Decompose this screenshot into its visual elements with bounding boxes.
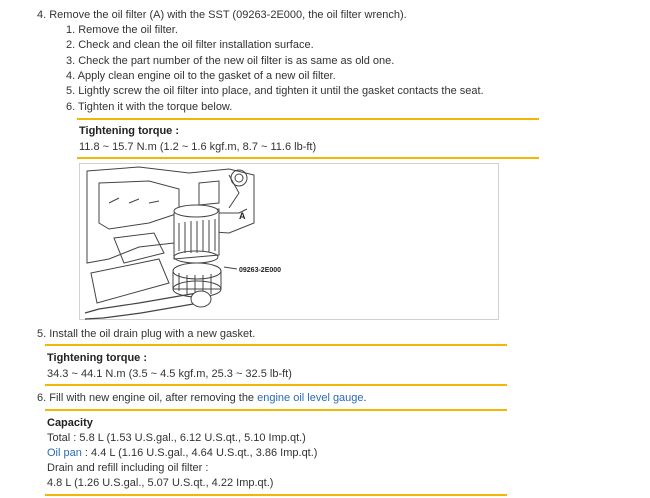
torque-value-step4: 11.8 ~ 15.7 N.m (1.2 ~ 1.6 kgf.m, 8.7 ~ 11.6 lb-ft) xyxy=(79,141,317,153)
capacity-box-bottom-rule xyxy=(45,494,507,496)
capacity-box-top-rule xyxy=(45,409,507,411)
torque-value-step5: 34.3 ~ 44.1 N.m (3.5 ~ 4.5 kgf.m, 25.3 ~ 32.5 lb-ft) xyxy=(47,368,292,380)
substep-3: 3. Check the part number of the new oil filter is as same as old one. xyxy=(66,55,395,67)
torque-box-top-rule xyxy=(77,118,539,120)
substep-4: 4. Apply clean engine oil to the gasket of a new oil filter. xyxy=(66,70,336,82)
capacity-oil-pan xyxy=(47,446,317,460)
step-6-heading-prefix: 6. Fill with new engine oil, after removing the xyxy=(37,392,258,404)
drain-refill-value: 4.8 L (1.26 U.S.gal., 5.07 U.S.qt., 4.22 Imp.qt.) xyxy=(47,477,274,489)
torque-box5-bottom-rule xyxy=(45,384,507,386)
drain-refill-label: Drain and refill including oil filter : xyxy=(47,462,209,474)
label-part-a: A xyxy=(239,211,246,221)
oil-pan-link[interactable]: Oil pan xyxy=(47,447,82,459)
step-5-heading: 5. Install the oil drain plug with a new gasket. xyxy=(37,328,256,340)
oil-pan-value: : 4.4 L (1.16 U.S.gal., 4.64 U.S.qt., 3.86 Imp.qt.) xyxy=(81,447,318,459)
torque-label-step5: Tightening torque : xyxy=(47,352,148,364)
label-sst: 09263-2E000 xyxy=(239,267,282,274)
substep-2: 2. Check and clean the oil filter installation surface. xyxy=(66,39,314,51)
oil-filter-illustration xyxy=(79,163,499,320)
step-6-heading-suffix: . xyxy=(363,392,367,404)
engine-oil-level-gauge-link[interactable]: engine oil level gauge xyxy=(257,392,364,404)
torque-box5-top-rule xyxy=(45,344,507,346)
step-6-heading xyxy=(37,391,367,405)
step-4-heading: 4. Remove the oil filter (A) with the SST (09263-2E000, the oil filter wrench). xyxy=(37,9,407,21)
substep-5: 5. Lightly screw the oil filter into place, and tighten it until the gasket contacts the seat. xyxy=(66,85,484,97)
capacity-label: Capacity xyxy=(47,417,93,429)
torque-box-bottom-rule xyxy=(77,157,539,159)
substep-6: 6. Tighten it with the torque below. xyxy=(66,101,233,113)
oil-filter-figure xyxy=(79,163,499,320)
substep-1: 1. Remove the oil filter. xyxy=(66,24,178,36)
capacity-total: Total : 5.8 L (1.53 U.S.gal., 6.12 U.S.qt., 5.10 Imp.qt.) xyxy=(47,432,306,444)
torque-label-step4: Tightening torque : xyxy=(79,125,180,137)
